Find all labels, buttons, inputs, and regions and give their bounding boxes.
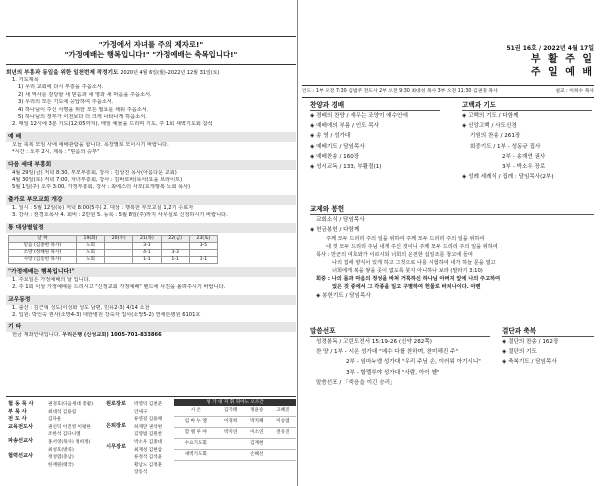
- response-item: ◈ 결단의 기도: [502, 349, 537, 356]
- schedule-head-cell: 20(수): [105, 235, 133, 242]
- right-page: [302, 4, 594, 482]
- choir-row: [174, 406, 296, 417]
- give-title: 기 타: [6, 322, 296, 332]
- word-title: 말씀선포: [310, 326, 490, 337]
- schedule-cell: 4-1: [133, 249, 161, 256]
- choir-cell: 임 마 누 엘: [174, 417, 218, 428]
- service-times: [302, 85, 594, 98]
- responsive-line: 회중 : 나의 몸과 마음의 정성을 바쳐 거룩하신 하나님 아버지 앞에 나의 주고하여: [316, 276, 501, 283]
- praise-item: ◈ 예배기도 / 담임목사: [310, 143, 365, 150]
- prayer-item: 5) 하나님의 정부가 이전보다 더 크게 나타나게 하옵소서.: [18, 114, 147, 121]
- schedule-cell: 3-1: [133, 242, 161, 249]
- choir-cell: 박지혜: [244, 417, 270, 428]
- share-item: 교회소식 / 담임목사: [316, 217, 365, 223]
- choir-row: [174, 417, 296, 428]
- schedule-cell: [189, 249, 217, 256]
- service-times-text: 인도 : 1부 오전 7:30 김범주 전도사 2부 오전 9:30 최대성 목사 3부 오전 11:30 김권경 목사: [302, 89, 498, 94]
- word-item: 2부 - 임마누엘 성가대 "우리 주님 손, 이러워 아기시니": [346, 359, 481, 366]
- choir-header-row: [174, 399, 296, 406]
- elder-names: [134, 401, 162, 477]
- praise-title: 찬양과 경배: [310, 100, 440, 111]
- confess-item: ◈ 성례 세례식 / 집례 : 담임목사(2부): [462, 174, 554, 181]
- elder-name: 황남노 김정훈: [134, 462, 163, 468]
- choir-table: [174, 399, 296, 461]
- choir-cell: 손혜선: [244, 450, 270, 461]
- news-line: 1. 출산 : 김근혁 성도(이성화 성도 남편, 민유2-3) 4/14 소천: [12, 304, 150, 311]
- schedule-head-cell: 22(금): [161, 235, 189, 242]
- response-item: ◈ 축복기도 / 담임목사: [502, 359, 557, 366]
- schedule-cell: 사랑 (김동헌 목사): [9, 256, 77, 263]
- elder-name: 최재성 김현삼: [134, 447, 163, 453]
- events-title: 다음 세대 부흥회: [6, 160, 296, 170]
- choir-row: [174, 439, 296, 450]
- elder-name: 장동석: [134, 470, 148, 476]
- confess-item: 2부 - 송재연 권사: [502, 153, 546, 160]
- choir-cell: 김기태: [218, 406, 244, 417]
- confess-item: 회중기도 / 1부 - 성동규 집사: [470, 143, 541, 150]
- edu-line: 3. 강사 : 전경호목사 4. 회비 : 2만원 5. 등록 : 5월 8일(주)까지 사무실로 신청하시기 바랍니다.: [12, 212, 228, 219]
- service-title-2: 주 일 예 배: [530, 67, 594, 78]
- staff-name: 최대석 김용섭: [48, 409, 77, 415]
- elder-label: 시무장로: [106, 444, 127, 451]
- choir-cell: 김재현: [244, 439, 270, 450]
- schedule-table: [8, 235, 218, 264]
- schedule-cell: 노회: [76, 242, 104, 249]
- choir-cell: 박지연: [218, 428, 244, 439]
- confess-item: ◈ 고백의 기도 / 다함께: [462, 113, 519, 119]
- worship-line: 오늘 축복 모임 사에 예배관람을 합니다. 목장별로 모이시기 바랍니다.: [12, 141, 169, 148]
- prayer-title: [6, 69, 296, 77]
- left-header: [6, 36, 296, 65]
- event-line: 4월 30일(토) 저녁 7:00, 자녀부흥회, 강사 : 김바로바(목사(요을 브라이트): [12, 177, 183, 184]
- staff-name: 한재원(태국): [48, 462, 74, 468]
- prayer-item: 3) 우리의 모든 기도에 응답하여 주옵소서.: [18, 99, 114, 106]
- confess-item: 기원의 찬송 / 261장: [470, 133, 521, 140]
- schedule-cell: 소망 (정해원 목사): [9, 249, 77, 256]
- response-item: ◈ 결단의 찬송 / 162장: [502, 339, 559, 345]
- choir-cell: 할 렐 루 야: [174, 428, 218, 439]
- worship-line: *시간 : 오후 2시, 제목 : "믿음의 승부": [12, 149, 100, 156]
- staff-name: 조한석 김다니엘: [48, 432, 81, 438]
- responsive-line: 나의 집에 양식이 있게 하고 그것으로 나를 시험하여 내가 하늘 문을 열고: [332, 260, 496, 267]
- schedule-head-cell: 23(토): [189, 235, 217, 242]
- family-line: 2. 주 1회 이상 가정예배를 드리시고 "신정교회 가정예배" 밴드에 사진을 올려주시기 바랍니다.: [12, 284, 226, 291]
- prayer-item: 1) 우리 교회에 다시 부흥을 주옵소서.: [18, 84, 104, 91]
- elder-name: 안세구: [134, 409, 148, 415]
- left-page: [6, 4, 296, 482]
- choir-cell: 이소연: [244, 428, 270, 439]
- schedule-cell: 3-5: [189, 242, 217, 249]
- offering-prayer: ◈ 봉헌기도 / 담임목사: [316, 293, 371, 300]
- responsive-line: 었은 것 중에서 그 각종을 일고 구별하여 헌물로 바치나이다. 아멘: [332, 284, 481, 291]
- staff-name: 최성호(방콕): [48, 447, 74, 453]
- word-item: 찬 양 / 1부 - 시온 성가대 "예수 다를 찬하며, 찬미해진 주": [316, 349, 459, 356]
- bank-account: 우리은행 (신성교회) 1005-701-833866: [62, 332, 162, 339]
- prayer-time: 2. 매일 12시에 3분 기도(12:05까지), 매일 예물을 드리며 기도, 주 1회 새벽기도회 참석: [12, 121, 213, 128]
- staff-name: 김다운: [48, 417, 62, 423]
- service-title-1: 부 활 주 일: [530, 54, 594, 65]
- schedule-cell: 노회: [76, 256, 104, 263]
- schedule-row: [9, 256, 218, 263]
- elder-name: 김영범 김원찬: [134, 432, 163, 438]
- choir-row: [174, 428, 296, 439]
- choir-cell: 고혜진: [270, 406, 296, 417]
- choir-cell: 전유진: [270, 428, 296, 439]
- praise-item: ◈ 예배에의 부름 / 인도 목사: [310, 123, 380, 130]
- praise-item: ◈ 경배의 찬양 / 새우는 조양이 예수안에: [310, 113, 408, 119]
- schedule-cell: 노회: [76, 249, 104, 256]
- word-item: 3부 - 할렐루야 성가대 "사람, 아이 쎌": [346, 369, 440, 376]
- staff-section: [6, 396, 296, 482]
- prayer-label: 1. 기도제목: [12, 77, 39, 83]
- praise-item: ◈ 성시교독 / 133, 부활절(1): [310, 164, 382, 171]
- choir-cell: 정윤승: [244, 406, 270, 417]
- confess-item: ◈ 신앙고백 / 사도신경: [462, 123, 517, 130]
- schedule-header-row: [9, 235, 218, 242]
- staff-label: 교육전도사: [8, 423, 34, 430]
- schedule-head-cell: 21(목): [133, 235, 161, 242]
- choir-header: 성 가 대 지 휘 피아노 오르간: [174, 399, 296, 406]
- staff-labels: [8, 401, 33, 461]
- elder-labels: [106, 401, 126, 452]
- responsive-line: 너희에게 복을 쌓을 곳이 없도록 붓지 아니하나 보라 (말라기 3:10): [332, 268, 483, 275]
- staff-label: 협력선교사: [8, 452, 34, 459]
- praise-item: ◈ 예배찬송 / 160장: [310, 153, 360, 160]
- schedule-cell: [105, 256, 133, 263]
- schedule-cell: [161, 242, 189, 249]
- schedule-cell: 1-1: [161, 256, 189, 263]
- choir-cell: 새벽기도회: [174, 450, 218, 461]
- event-line: 4월 29일(금) 저녁 8:30, 부모부흥회, 강사 : 김상진 목사(아름다운 교회): [12, 169, 177, 176]
- news-title: 교우동정: [6, 295, 296, 305]
- elder-name: 류영길 김용채: [134, 417, 163, 423]
- elder-label: 은퇴장로: [106, 422, 127, 429]
- prayer-title-text: 희년의 부흥과 동일을 위한 일천번제 작정기도: [6, 70, 119, 76]
- choir-cell: [270, 450, 296, 461]
- schedule-cell: [105, 242, 133, 249]
- choir-cell: 이경희: [218, 417, 244, 428]
- preacher: 설교 : 이희수 목사: [555, 89, 594, 94]
- staff-name: 홍서영(목사) 정희정(: [48, 439, 91, 445]
- prayer-item: 2) 새 역사를 감당할 새 믿음과 새 영과 새 마음을 주옵소서.: [18, 91, 152, 98]
- schedule-cell: 1-1: [133, 256, 161, 263]
- choir-cell: [218, 450, 244, 461]
- family-title: "가정예배는 행복입니다!": [6, 267, 296, 277]
- staff-label: 부 목 사: [8, 408, 27, 415]
- praise-item: ◈ 송 영 / 성가대: [310, 133, 351, 140]
- praise-section: [310, 100, 440, 172]
- word-section: [310, 326, 490, 388]
- event-line: 5월 1일(주) 오후 3:00, 가정부흥회, 강사 : 최에스더 사모(효개행복 노회 목사): [12, 184, 191, 191]
- hymn-line: 주께 모두 드리리 주의 일을 위하여 주께 모두 드리리 주의 일을 위하여: [326, 236, 485, 243]
- elder-label: 원로장로: [106, 401, 127, 407]
- give-line: [6, 332, 296, 339]
- response-section: [502, 326, 594, 368]
- edu-line: 1. 일시 : 5월 12일(목) 저녁 8:00(5주) 2. 대상 : 행복한 부모교실 1,2기 수료자: [12, 204, 194, 211]
- staff-label: 파송선교사: [8, 438, 34, 445]
- choir-cell: [270, 439, 296, 450]
- confess-item: 3부 - 박소우 장로: [502, 164, 546, 171]
- give-line-text: 헌금 계좌안내입니다.: [12, 332, 61, 339]
- choir-cell: [218, 439, 244, 450]
- page-divider: [297, 0, 298, 486]
- schedule-title: 통 대상별일정: [6, 223, 296, 233]
- confess-section: [462, 100, 592, 182]
- staff-label: 전 도 사: [8, 416, 27, 423]
- prayer-item: 4) 하나님이 주신 사명을 위한 모든 필요를 채워 주옵소서.: [18, 106, 149, 113]
- news-line: 2. 입원: 박인숙 권사(소망4-3) 대한병원 강숙자 집사(소망5-2) 연세튼병원 6101호: [12, 311, 201, 318]
- share-section: [310, 204, 594, 302]
- choir-cell: 시 온: [174, 406, 218, 417]
- staff-name: 권신덕 이진영 이평한: [48, 424, 91, 430]
- schedule-cell: [105, 249, 133, 256]
- choir-cell: 수요기도회: [174, 439, 218, 450]
- response-title: 결단과 축복: [502, 326, 594, 337]
- worship-title: 예 배: [6, 132, 296, 142]
- schedule-row: [9, 249, 218, 256]
- family-line: 1. 주요일은 가정예배의 날 입니다.: [12, 276, 91, 283]
- schedule-head-cell: 19(화): [76, 235, 104, 242]
- issue-info: 51권 16호 / 2022년 4월 17일: [506, 45, 594, 52]
- share-title: 교제와 봉헌: [310, 204, 594, 215]
- schedule-cell: 믿음 (김종현 목사): [9, 242, 77, 249]
- schedule-head-cell: 날 짜: [9, 235, 77, 242]
- elder-name: 박영덕 김천준: [134, 402, 163, 407]
- schedule-cell: 3-3: [161, 249, 189, 256]
- staff-name: 정성엽(충남): [48, 455, 74, 461]
- choir-row: [174, 450, 296, 461]
- elder-name: 류정석 김석윤: [134, 455, 163, 461]
- word-item: 성경봉독 / 고린도전서 15:19-26 (신약 282쪽): [316, 339, 432, 345]
- elder-name: 박소우 김종대: [134, 439, 163, 445]
- confess-title: 고백과 기도: [462, 100, 592, 111]
- prayer-period: 2020년 4월 6일(월)-2022년 12월 31일(토): [120, 70, 220, 76]
- edu-title: 출가로 부모교회 개강: [6, 195, 296, 205]
- hymn-line: 내 것 모두 드리리 주님 내게 주신 것이니 주께 모두 드리리 주의 일을 위하여: [326, 244, 498, 251]
- choir-cell: 이승엽: [270, 417, 296, 428]
- staff-name: 권경호(다음세대 총괄): [48, 402, 93, 407]
- word-item: 말씀선포 / 「죽음을 이긴 승리」: [316, 379, 396, 386]
- staff-names: [48, 401, 93, 469]
- elder-name: 하재만 권석현: [134, 424, 163, 430]
- staff-label: 협 동 목 사: [8, 401, 34, 407]
- schedule-row: [9, 242, 218, 249]
- header-line-1: "가정에서 자녀를 주의 제자로!": [98, 40, 204, 49]
- share-item: ◈ 헌금봉헌 / 다함께: [310, 227, 360, 234]
- responsive-line: 목사 : 만군의 여호와가 이르시되 너희의 온전한 십일조를 창고에 들여: [316, 252, 473, 259]
- header-line-2: "가정예배는 행복입니다!" "가정예배는 축복입니다!": [64, 50, 238, 59]
- schedule-cell: 1-1: [189, 256, 217, 263]
